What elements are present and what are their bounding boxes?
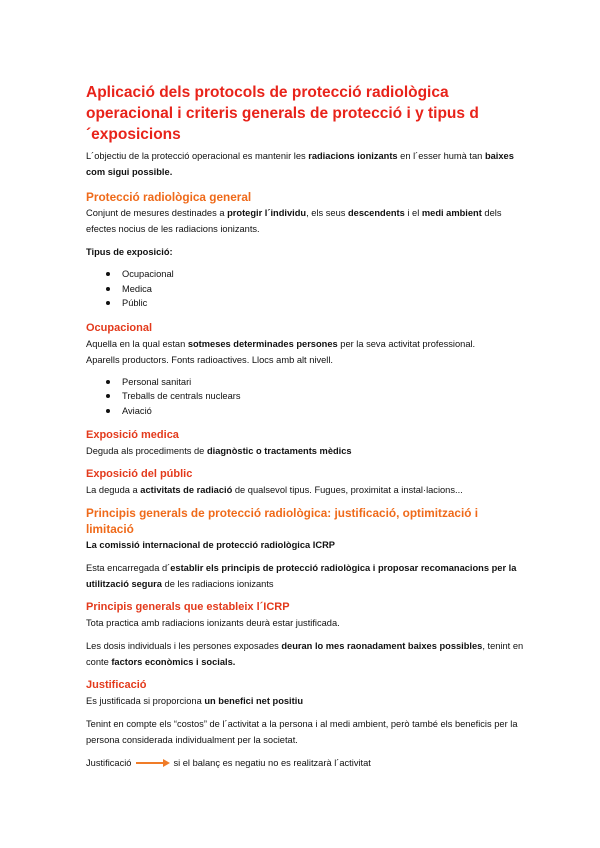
general-paragraph [86,205,526,237]
justificacio-paragraph-1 [86,693,526,709]
list-item: Públic [106,296,526,311]
heading-public: Exposició del públic [86,468,193,480]
public-bold-1: activitats de radiació [140,485,233,495]
intro-text-2: en l´esser humà tan [397,151,485,161]
list-item: Ocupacional [106,267,526,282]
general-bold-1: protegir l´individu [227,208,307,218]
heading-icrp: Principis generals que estableix l´ICRP [86,601,290,613]
icrp-paragraph-2 [86,638,526,670]
medica-text-1: Deguda als procediments de [86,446,207,456]
ocupacional-text-2: per la seva activitat professional. [337,338,476,349]
types-label [86,244,526,260]
intro-text-1: L´objectiu de la protecció operacional es mantenir les [86,151,309,161]
medica-paragraph [86,443,526,459]
intro-paragraph [86,148,526,180]
general-bold-2: descendents [347,208,405,218]
heading-ocupacional: Ocupacional [86,321,153,334]
list-item: Aviació [106,404,526,419]
general-text-4: dels efectes nocius de les radiacions ionizants. [86,208,502,234]
icrp-bold-2: factors econòmics i socials. [111,657,236,667]
document-title: Aplicació dels protocols de protecció radiològica operacional i criteris generals de protecció i y tipus d´exposicions [86,84,479,143]
public-paragraph [86,482,526,498]
arrow-right-text: si el balanç es negatiu no es realitzarà l´activitat [173,758,371,768]
ocupacional-bold-1: sotmeses determinades persones [187,338,338,349]
arrow-left-text: Justificació [86,758,132,768]
arrow-right-icon [135,758,171,768]
public-text-2: de qualsevol tipus. Fugues, proximitat a instal·lacions... [232,485,463,495]
principis-text-1: Esta encarregada d´ [86,563,171,573]
heading-general: Protecció radiològica general [86,190,252,204]
general-text-2: , els seus [306,208,348,218]
principis-text-2: de les radiacions ionizants [161,579,274,589]
list-item: Personal sanitari [106,375,526,390]
document-page [86,82,526,771]
justificacio-paragraph-2: Tenint en compte els “costos” de l´activitat a la persona i al medi ambient, però també els beneficis per la persona considerada individualment per la societat. [86,719,518,745]
principis-bold-1: establir els principis de protecció radiològica i proposar recomanacions per la utilització segura [86,563,517,589]
general-text-3: i el [404,208,422,218]
ocupacional-line2: Aparells productors. Fonts radioactives. Llocs amb alt nivell. [86,354,333,365]
list-item: Treballs de centrals nuclears [106,389,526,404]
types-list [86,267,526,311]
public-text-1: La deguda a [86,485,141,495]
justificacio-arrow-row [86,755,526,771]
principis-paragraph [86,560,526,592]
icrp-text: La comissió internacional de protecció radiològica ICRP [86,540,336,550]
types-label-text: Tipus de exposició: [86,247,173,257]
heading-justificacio: Justificació [86,679,147,691]
general-bold-3: medi ambient [421,208,482,218]
general-text-1: Conjunt de mesures destinades a [86,208,228,218]
heading-medica: Exposició medica [86,429,179,441]
intro-bold-2: baixes com sigui possible. [86,151,514,177]
icrp-text-1: Les dosis individuals i les persones exposades [86,641,282,651]
icrp-paragraph-1: Tota practica amb radiacions ionizants deurà estar justificada. [86,618,340,628]
list-item: Medica [106,282,526,297]
ocupacional-paragraph [86,336,526,352]
icrp-line [86,537,526,553]
ocupacional-list [86,375,526,419]
justificacio-bold-1: un benefici net positiu [204,696,303,706]
heading-principis: Principis generals de protecció radiològica: justificació, optimització i limitació [86,506,479,536]
intro-bold-1: radiacions ionizants [308,151,398,161]
medica-bold-1: diagnòstic o tractaments mèdics [206,446,352,456]
ocupacional-text-1: Aquella en la qual estan [86,338,188,349]
justificacio-text-1: Es justificada si proporciona [86,696,205,706]
icrp-text-2: , tenint en conte [86,641,524,667]
icrp-bold-1: deuran lo mes raonadament baixes possibles [281,641,483,651]
